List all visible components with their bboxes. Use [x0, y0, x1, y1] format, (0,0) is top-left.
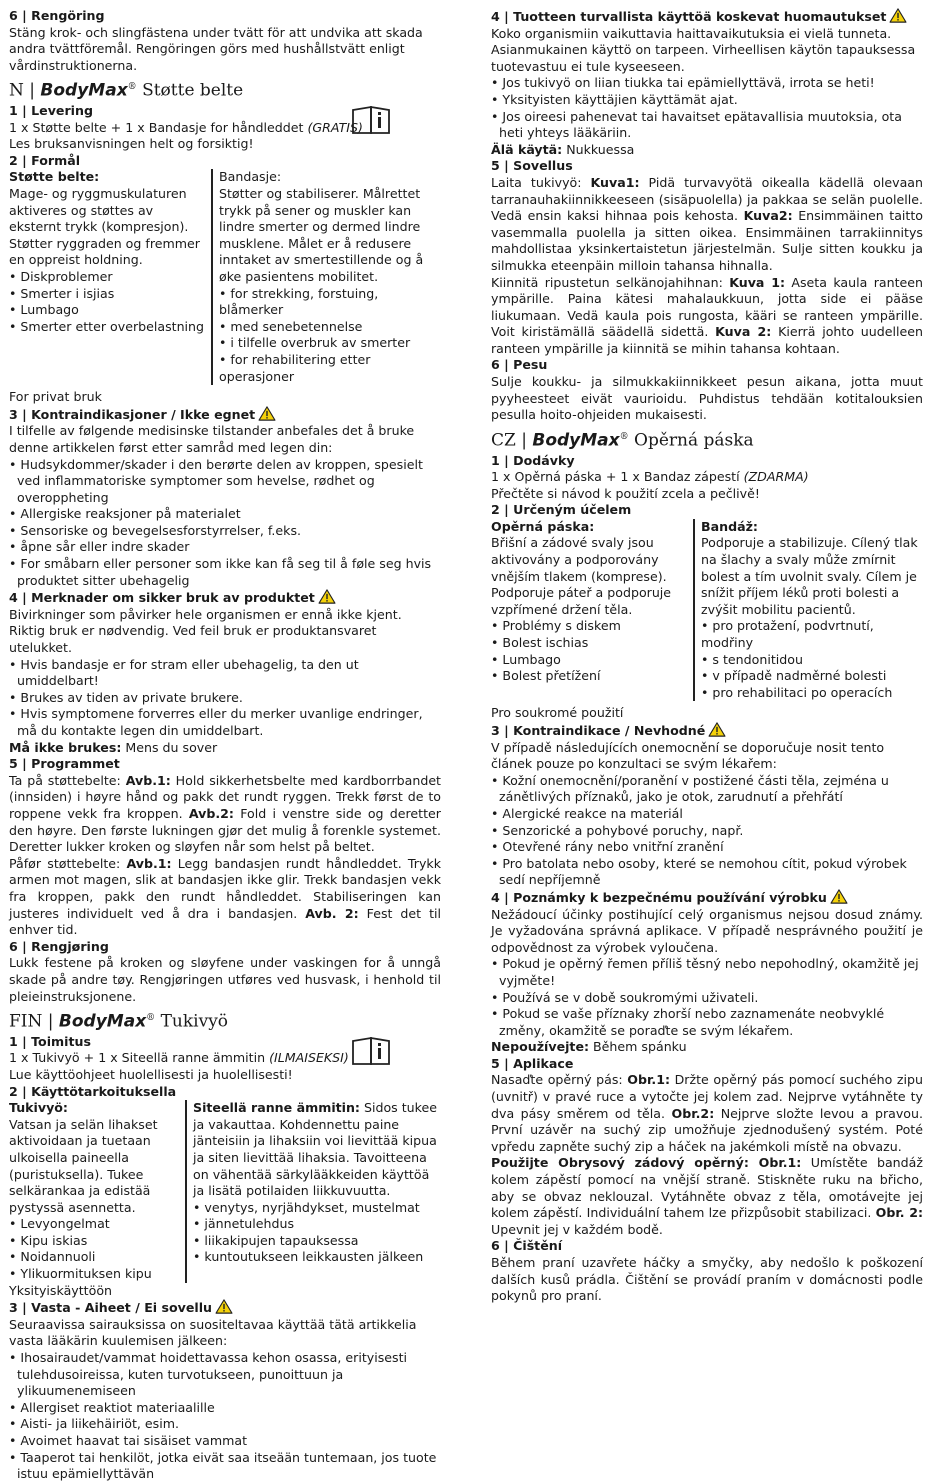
- fin-bandage-title: Siteellä ranne ämmitin:: [193, 1100, 360, 1116]
- cz-application-para1: [491, 1072, 923, 1155]
- fin-app2-lead: Kiinnitä ripustetun selkänojahihnan:: [491, 274, 730, 290]
- cz-safety-item: • Používá se v době soukromými uživateli.: [491, 989, 759, 1005]
- fin-bandage-item: • jännetulehdus: [193, 1216, 295, 1232]
- cz-belt-item: • Bolest ischias: [491, 635, 589, 651]
- cz-contra-item: • Pro batolata nebo osoby, které se nemohou cítit, pokud výrobek sedí nepříjemně: [491, 855, 907, 888]
- fin-safety-item: • Yksityisten käyttäjien käyttämät ajat.: [491, 91, 738, 107]
- cz-belt-item: • Bolest přetížení: [491, 668, 601, 684]
- n-contra-heading: [9, 406, 441, 424]
- fin-app2-step2: Kuva 2:: [715, 324, 772, 340]
- fin-bandage-item: • venytys, nyrjähdykset, mustelmat: [193, 1199, 420, 1215]
- n-brand-logo: BodyMax: [40, 81, 128, 102]
- cz-app2-step1: Obr.1:: [758, 1155, 802, 1171]
- warning-icon: [258, 406, 276, 421]
- n-application-heading: 5 | Programmet: [9, 756, 120, 772]
- fin-not-use: [491, 142, 923, 159]
- cz-reg-mark: ®: [619, 431, 629, 442]
- cz-app1-text1: Držte opěrný pás pomocí suchého zipu (uvnitř) v pravé ruce a vytočte jej kolem zad. Nejprve vytáhněte ty dva pásy směrem od těla.: [491, 1072, 923, 1121]
- fin-private-use: Yksityiskäyttöön: [9, 1282, 113, 1298]
- fin-contra-item: • Aisti- ja liikehäiriöt, esim.: [9, 1416, 180, 1432]
- n-belt-item: • Diskproblemer: [9, 268, 113, 284]
- n-product-name: Støtte belte: [136, 81, 244, 102]
- cz-cleaning-heading: 6 | Čištění: [491, 1238, 563, 1254]
- cz-delivery-line: [491, 469, 923, 486]
- cz-app2-text2: Upevnit jej v každém bodě.: [491, 1221, 663, 1237]
- n-purpose-columns: [9, 169, 441, 385]
- fin-contra-heading-text: 3 | Vasta - Aiheet / Ei sovellu: [9, 1300, 213, 1316]
- n-safety-text: Bivirkninger som påvirker hele organismen er ennå ikke kjent. Riktig bruk er nødvendig. Ved feil bruk er produktansvaret utelukket.: [9, 606, 402, 656]
- fin-app1-lead: Laita tukivyö:: [491, 174, 591, 190]
- cz-bandage-item: • pro protažení, podvrtnutí, modřiny: [701, 618, 874, 651]
- instruction-book-icon: [351, 105, 391, 135]
- fin-contra-item: • Ihosairaudet/vammat hoidettavassa kehon osassa, erityisesti tulehdusoireissa, kuten turvotukseen, punoittuun ja ylikuumenemiseen: [9, 1350, 408, 1399]
- n-app2-step1: Avb.1:: [126, 855, 172, 871]
- cz-app2-text1: Umístěte bandáž kolem zápěstí pomocí na vnější straně. Stiskněte ruku na břicho, aby se obvaz neklouzal. Vytáhněte obvaz z těla, omotávejte jej kolem zápěstí. Individuální tahem lze přizpůsobit stabilizaci.: [491, 1155, 923, 1221]
- cz-purpose-columns: [491, 519, 923, 702]
- n-cleaning-heading: 6 | Rengjøring: [9, 938, 109, 954]
- n-not-use: [9, 740, 441, 757]
- cz-contra-heading-text: 3 | Kontraindikace / Nevhodné: [491, 723, 706, 738]
- n-safety-heading-text: 4 | Merknader om sikker bruk av produktet: [9, 590, 315, 606]
- n-bandage-item: • med senebetennelse: [219, 318, 363, 334]
- cz-read-instructions: Přečtěte si návod k použití zcela a pečlivě!: [491, 485, 760, 501]
- fin-contra-item: • Allergiset reaktiot materiaalille: [9, 1399, 215, 1415]
- cz-section-title: [491, 425, 923, 453]
- n-section-title: [9, 75, 441, 103]
- fin-delivery-items: 1 x Tukivyö + 1 x Siteellä ranne ämmitin: [9, 1050, 270, 1066]
- fin-safety-item: • Jos oireesi pahenevat tai havaitset epätavallisia muutoksia, ota heti yhteys lääkäriin.: [491, 108, 902, 141]
- cz-contra-intro: V případě následujících onemocnění se doporučuje nosit tento článek pouze po konzultaci se svým lékařem:: [491, 739, 885, 772]
- fin-brand-logo: BodyMax: [58, 1011, 147, 1032]
- fin-bandage-desc: Sidos tukee ja vakauttaa. Kohdennettu paine jänteisiin ja lihaksiin voi lievittää kipua ja siten lievittää lihaksia. Tavoitteena on vähentää särkylääkkeiden käyttöä ja lisätä potilaiden liikkuvuutta.: [193, 1100, 438, 1199]
- cz-bandage-item: • pro rehabilitaci po operacích: [701, 684, 893, 700]
- fin-safety-heading-text: 4 | Tuotteen turvallista käyttöä koskevat huomautukset: [491, 9, 887, 24]
- cz-belt-column: [491, 519, 693, 702]
- fin-belt-text: Vatsan ja selän lihakset aktivoidaan ja tuetaan ulkoisella paineella (puristuksella). Tukee selkärankaa ja edistää pystyssä asennetta.: [9, 1116, 158, 1215]
- fin-contra-item: • Taaperot tai henkilöt, jotka eivät saa itseään tuntemaan, jos tuote istuu epämiellyttävän: [9, 1449, 437, 1482]
- n-bandage-item: • for strekking, forstuing, blåmerker: [219, 285, 379, 318]
- fin-app2-step1: Kuva 1:: [729, 274, 785, 290]
- se-cleaning-text: Stäng krok- och slingfästena under tvätt för att undvika att skada andra tvättföremål. Rengöringen görs med hushållstvätt enligt vårdinstruktionerna.: [9, 24, 423, 73]
- fin-reg-mark: ®: [146, 1013, 156, 1024]
- n-app2-step2: Avb. 2:: [305, 905, 359, 921]
- fin-app2-text1: Aseta kaula ranteen ympärille. Paina kätesi mahalaukkuun, jotta side ei pääse liukumaan. Vedä kaula pois rungosta, kääri se ranteen ympärille. Voit kiristämällä säädellä sidettä.: [491, 274, 924, 340]
- cz-safety-heading: [491, 889, 923, 907]
- fin-belt-title: Tukivyö:: [9, 1100, 68, 1116]
- fin-safety-item: • Jos tukivyö on liian tiukka tai epämiellyttävä, irrota se heti!: [491, 75, 875, 91]
- left-column: [9, 8, 441, 1483]
- fin-washing-text: Sulje koukku- ja silmukkakiinnikkeet pesun aikana, jotta muut pyyheesteet eivät vaurioidu. Puhdistus tehdään kotitalouksien pesulla hoito-ohjeiden mukaisesti.: [491, 374, 923, 423]
- n-bandage-item: • for rehabilitering etter operasjoner: [219, 351, 371, 384]
- n-bandage-text: Støtter og stabiliserer. Målrettet trykk på sener og muskler kan lindre smerter og dermed lindre musklene. Målet er å redusere inntaket av smertestillende og å øke pasientens mobilitet.: [219, 186, 424, 284]
- fin-belt-item: • Levyongelmat: [9, 1216, 110, 1232]
- n-not-use-label: Må ikke brukes:: [9, 739, 122, 755]
- cz-bandage-item: • v případě nadměrné bolesti: [701, 668, 887, 684]
- cz-contra-item: • Otevřené rány nebo vnitřní zranění: [491, 839, 724, 855]
- fin-belt-item: • Ylikuormituksen kipu: [9, 1266, 152, 1282]
- cz-delivery-items: 1 x Opěrná páska + 1 x Bandaz zápestí: [491, 469, 744, 485]
- cz-app2-step2: Obr. 2:: [875, 1205, 923, 1221]
- n-safety-item: • Hvis symptomene forverres eller du merker uvanlige endringer, må du kontakte legen din umiddelbart.: [9, 706, 423, 738]
- n-application-para2: [9, 856, 441, 939]
- cz-belt-item: • Lumbago: [491, 651, 561, 667]
- n-contra-heading-text: 3 | Kontraindikasjoner / Ikke egnet: [9, 406, 256, 422]
- warning-icon: [830, 889, 848, 904]
- fin-purpose-heading: 2 | Käyttötarkoituksella: [9, 1083, 177, 1099]
- cz-private-use: Pro soukromé použití: [491, 705, 624, 721]
- fin-product-name: Tukivyö: [155, 1011, 229, 1032]
- fin-belt-item: • Kipu iskias: [9, 1232, 88, 1248]
- n-bandage-item: • i tilfelle overbruk av smerter: [219, 335, 411, 351]
- n-contra-item: • Allergiske reaksjoner på materialet: [9, 506, 241, 522]
- n-contra-item: • åpne sår eller indre skader: [9, 539, 190, 555]
- cz-product-name: Opěrná páska: [628, 430, 754, 451]
- n-contra-item: • Sensoriske og bevegelsesforstyrrelser, f.eks.: [9, 522, 302, 538]
- fin-contra-heading: [9, 1299, 441, 1317]
- warning-icon: [318, 589, 336, 604]
- cz-delivery-heading: 1 | Dodávky: [491, 452, 575, 468]
- fin-bandage-item: • kuntoutukseen leikkausten jälkeen: [193, 1249, 424, 1265]
- cz-safety-item: • Pokud je opěrný řemen příliš těsný nebo nepohodlný, okamžitě jej vyjměte!: [491, 956, 919, 988]
- cz-app1-lead: Nasaďte opěrný pás:: [491, 1072, 628, 1088]
- fin-prefix: FIN |: [9, 1011, 59, 1032]
- cz-app1-text2: Nejprve složte levou a pravou. První uzávěr na suchý zip umožňuje zjednodušený systém. Poté vpředu zapněte suchý zip a háček na jakémkoli místě na obvazu.: [491, 1105, 923, 1154]
- n-app2-lead: Påfør støttebelte:: [9, 855, 127, 871]
- right-column: [491, 8, 923, 1305]
- warning-icon: [889, 8, 907, 23]
- fin-read-instructions: Lue käyttöohjeet huolellisesti ja huolellisesti!: [9, 1066, 293, 1082]
- cz-app1-step1: Obr.1:: [627, 1072, 670, 1088]
- fin-bandage-text: [193, 1100, 441, 1200]
- cz-safety-item: • Pokud se vaše příznaky zhorší nebo zaznamenáte neobvyklé změny, okamžitě se poraďte se svým lékařem.: [491, 1006, 885, 1038]
- n-safety-item: • Brukes av tiden av private brukere.: [9, 689, 243, 705]
- fin-delivery-block: [9, 1034, 441, 1084]
- fin-application-para1: [491, 175, 923, 275]
- n-bandage-column: [211, 169, 441, 385]
- fin-purpose-columns: [9, 1100, 441, 1283]
- cz-application-heading: 5 | Aplikace: [491, 1055, 574, 1071]
- fin-belt-column: [9, 1100, 185, 1283]
- fin-washing-heading: 6 | Pesu: [491, 357, 548, 373]
- n-delivery-items: 1 x Støtte belte + 1 x Bandasje for håndleddet: [9, 119, 308, 135]
- n-app1-lead: Ta på støttebelte:: [9, 772, 126, 788]
- cz-bandage-column: [693, 519, 923, 702]
- cz-app1-step2: Obr.2:: [671, 1105, 715, 1121]
- warning-icon: [215, 1299, 233, 1314]
- cz-brand-logo: BodyMax: [532, 430, 620, 451]
- n-contra-item: • For småbarn eller personer som ikke kan få seg til å føle seg hvis produktet sitter ubehagelig: [9, 556, 432, 588]
- fin-app1-text2: Ensimmäinen taitto vasemmalla puolella ja sitten oikea. Ensimmäinen tarrakiinnitys mahdollistaa yksinkertaistetun järjestelmän. Sulje sitten koukku ja silmukka eteenpäin milloin tahansa hihnalla.: [491, 208, 923, 273]
- cz-not-use: [491, 1039, 923, 1056]
- fin-app1-step2: Kuva2:: [743, 208, 793, 224]
- n-contra-intro: I tilfelle av følgende medisinske tilstander anbefales det å bruke denne artikkelen først etter samråd med legen din:: [9, 423, 415, 455]
- n-belt-title: Støtte belte:: [9, 169, 100, 185]
- fin-app1-step1: Kuva1:: [590, 174, 640, 190]
- n-purpose-heading: 2 | Formål: [9, 152, 81, 168]
- n-contra-item: • Hudsykdommer/skader i den berørte delen av kroppen, spesielt ved inflammatoriske symptomer som hevelse, rødhet og overoppheting: [9, 456, 423, 505]
- n-private-use: For privat bruk: [9, 389, 102, 405]
- fin-section-title: [9, 1006, 441, 1034]
- fin-belt-item: • Noidannuoli: [9, 1249, 96, 1265]
- n-belt-text: Mage- og ryggmuskulaturen aktiveres og støttes av eksternt trykk (kompresjon). Støtter ryggraden og fremmer en oppreist holdning.: [9, 186, 200, 268]
- fin-contra-intro: Seuraavissa sairauksissa on suositeltavaa käyttää tätä artikkelia vasta lääkärin kuulemisen jälkeen:: [9, 1316, 417, 1349]
- n-app1-text2: Fold i venstre side og deretter den høyre. Den første lukningen gjør det mulig å forenkle systemet. Deretter lukker kroken og sløyfen når som helst på beltet.: [9, 805, 441, 855]
- fin-contra-item: • Avoimet haavat tai sisäiset vammat: [9, 1433, 248, 1448]
- n-safety-heading: [9, 589, 441, 607]
- n-safety-item: • Hvis bandasje er for stram eller ubehagelig, ta den ut umiddelbart!: [9, 656, 359, 689]
- n-belt-item: • Smerter i isjias: [9, 285, 115, 301]
- n-bandage-title: Bandasje:: [219, 169, 282, 185]
- n-delivery-block: [9, 103, 441, 153]
- n-app1-step2: Avb.2:: [188, 805, 234, 821]
- cz-safety-heading-text: 4 | Poznámky k bezpečnému používání výrobku: [491, 889, 827, 905]
- cz-contra-item: • Senzorické a pohybové poruchy, např.: [491, 822, 744, 838]
- cz-prefix: CZ |: [491, 430, 533, 451]
- n-app2-text1: Legg bandasjen rundt håndleddet. Trykk armen mot magen, slik at bandasjen ikke glir. Trekk bandasjen vekk fra kroppen, pakk den rundt håndleddet. Stabiliseringen kan justeres individuelt ved å dra i bandasjen.: [9, 855, 441, 921]
- cz-contra-item: • Kožní onemocnění/poranění v postižené části těla, zejména u zánětlivých příznaků, jako je otok, zarudnutí a přehřátí: [491, 772, 889, 805]
- fin-app2-text2: Kierrä johto uudelleen ranteen ympärille ja kiinnitä se mihin tahansa kohtaan.: [491, 324, 923, 356]
- n-cleaning-text: Lukk festene på kroken og sløyfene under vaskingen for å unngå skade på andre tøy. Rengjøringen utføres ved husvask, i henhold til pleieinstruksjonene.: [9, 955, 441, 1004]
- n-read-instructions: Les bruksanvisningen helt og forsiktig!: [9, 136, 254, 152]
- cz-belt-text: Břišní a zádové svaly jsou aktivovány a podporovány vnějším tlakem (komprese). Podporuje páteř a podporuje vzpřímené držení těla.: [491, 535, 672, 617]
- fin-delivery-free: (ILMAISEKSI): [269, 1050, 349, 1066]
- cz-delivery-free: (ZDARMA): [743, 469, 809, 485]
- cz-not-use-label: Nepoužívejte:: [491, 1039, 590, 1055]
- n-belt-column: [9, 169, 211, 385]
- instruction-book-icon: [351, 1036, 391, 1066]
- cz-belt-item: • Problémy s diskem: [491, 618, 621, 634]
- n-belt-item: • Lumbago: [9, 302, 79, 318]
- cz-purpose-heading: 2 | Určeným účelem: [491, 502, 632, 518]
- fin-app1-text1: Pidä turvavyötä oikealla kädellä olevaan tarranauhakiinnikkeeseen (sisäpuolella) ja pakkaa se selän puolelle. Vedä ensin kaksi hihnaa pois kehosta.: [491, 174, 924, 224]
- n-delivery-free: (GRATIS): [307, 119, 363, 135]
- cz-contra-heading: [491, 722, 923, 740]
- cz-cleaning-text: Během praní uzavřete háčky a smyčky, aby nedošlo k poškození dalších kusů prádla. Čištění se provádí praním v domácnosti podle pokynů pro praní.: [491, 1255, 923, 1304]
- cz-safety-text: Nežádoucí účinky postihující celý organismus nejsou dosud známy. Je vyžadována správná aplikace. V případě nesprávného použití je odpovědnost za výrobek vyloučena.: [491, 906, 923, 955]
- fin-bandage-item: • liikakipujen tapauksessa: [193, 1232, 359, 1248]
- n-delivery-heading: 1 | Levering: [9, 103, 93, 119]
- cz-app2-lead: Použijte Obrysový zádový opěrný:: [491, 1155, 759, 1171]
- cz-belt-title: Opěrná páska:: [491, 518, 595, 534]
- fin-not-use-label: Älä käytä:: [491, 141, 563, 157]
- cz-bandage-item: • s tendonitidou: [701, 651, 803, 667]
- fin-delivery-heading: 1 | Toimitus: [9, 1033, 91, 1049]
- n-app2-text2: Fest det til enhver tid.: [9, 905, 441, 938]
- n-app1-step1: Avb.1:: [125, 772, 171, 788]
- fin-bandage-column: [185, 1100, 441, 1283]
- n-application-para1: [9, 773, 441, 856]
- fin-safety-heading: [491, 8, 923, 26]
- n-app1-text1: Hold sikkerhetsbelte med kardborrbandet (innsiden) i høyre hånd og pakk det rundt ryggen. Trekk først de to roppene vekk fra kroppen.: [9, 772, 441, 821]
- cz-application-para2: [491, 1155, 923, 1238]
- n-belt-item: • Smerter etter overbelastning: [9, 318, 205, 334]
- fin-safety-text: Koko organismiin vaikuttavia haittavaikutuksia ei vielä tunneta. Asianmukainen käyttö on tarpeen. Virheellisen käytön tapauksessa tuotevastuu ei tule kyseeseen.: [491, 25, 916, 74]
- cz-not-use-text: Během spánku: [589, 1039, 687, 1055]
- n-prefix: N |: [9, 81, 41, 102]
- n-reg-mark: ®: [127, 82, 137, 93]
- se-cleaning-heading: 6 | Rengöring: [9, 8, 105, 23]
- cz-bandage-title: Bandáž:: [701, 518, 758, 534]
- warning-icon: [708, 722, 726, 737]
- cz-contra-item: • Alergické reakce na materiál: [491, 805, 683, 821]
- fin-application-heading: 5 | Sovellus: [491, 158, 573, 174]
- fin-application-para2: [491, 275, 923, 358]
- n-not-use-text: Mens du sover: [121, 739, 218, 755]
- cz-bandage-text: Podporuje a stabilizuje. Cílený tlak na šlachy a svaly může zmírnit bolest a tím uvolnit svaly. Cílem je snížit příjem léků proti bolesti a zvýšit mobilitu pacientů.: [701, 535, 918, 617]
- fin-not-use-text: Nukkuessa: [562, 141, 635, 157]
